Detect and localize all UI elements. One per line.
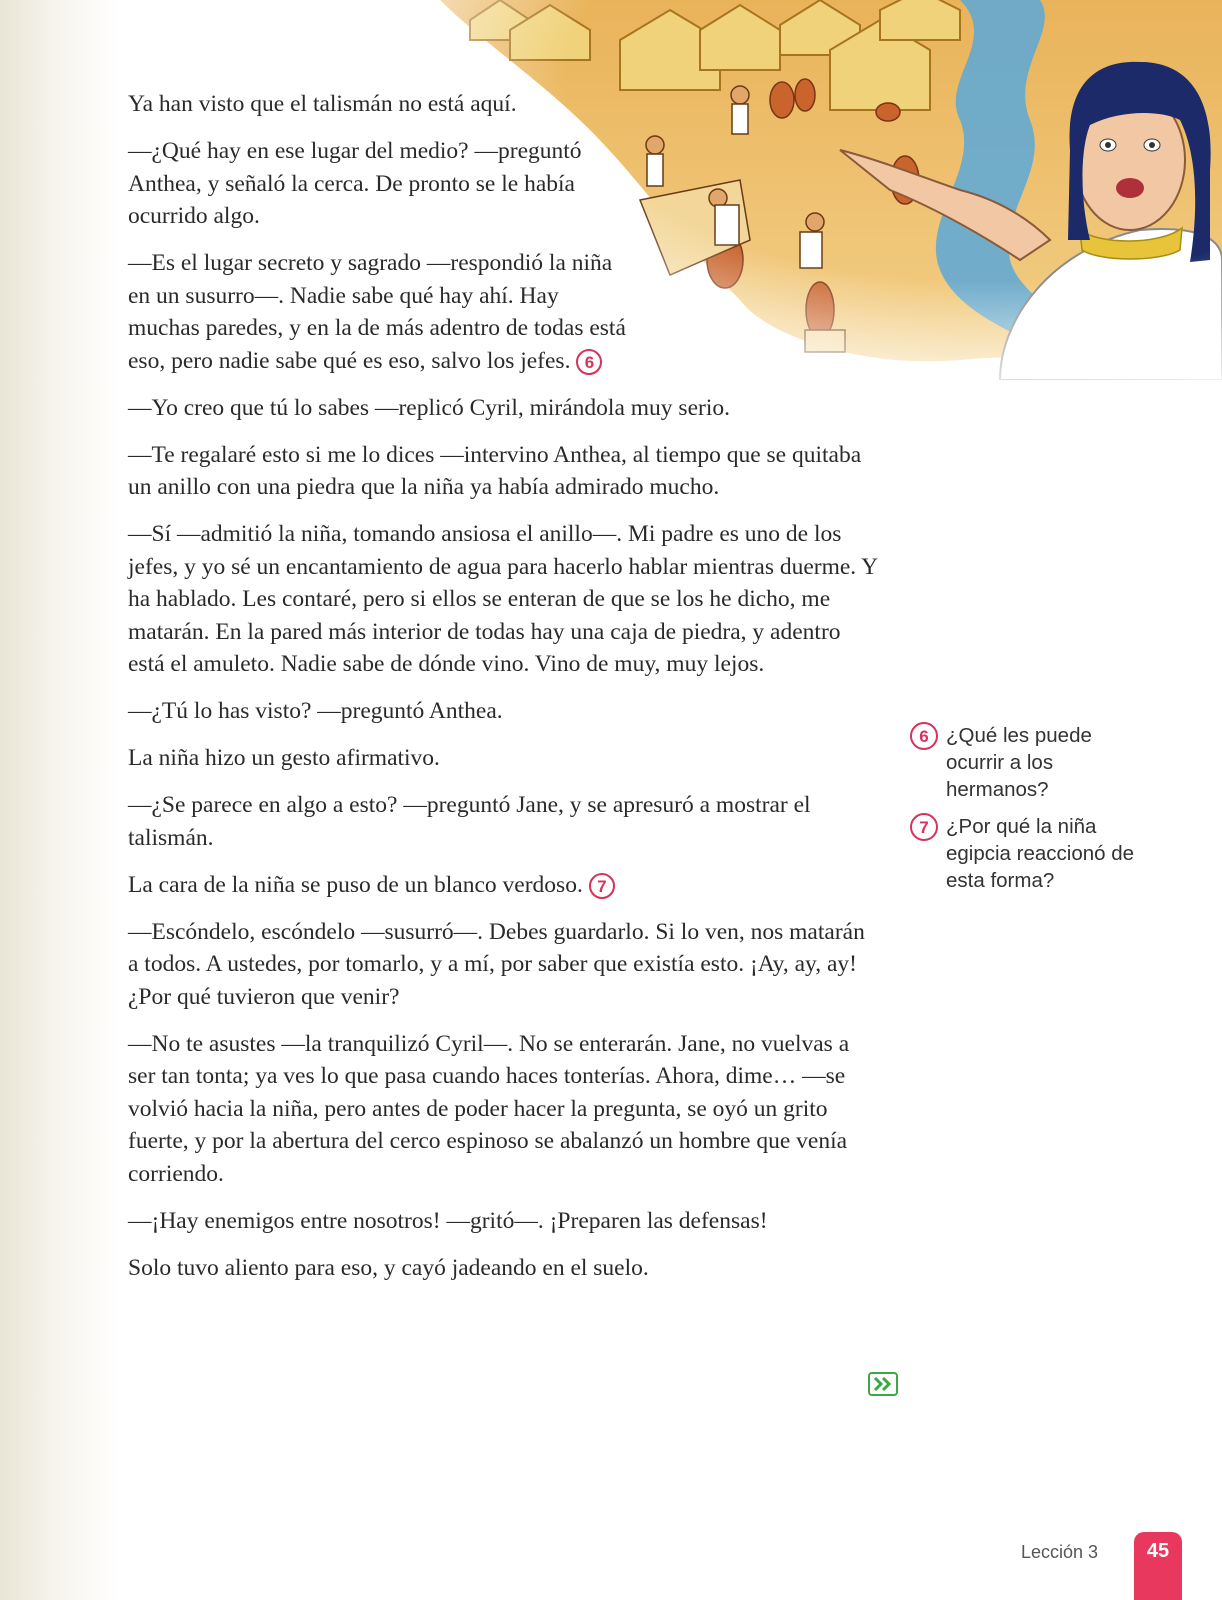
paragraph: —¿Se parece en algo a esto? —preguntó Jane, y se apresuró a mostrar el talismán. xyxy=(128,792,811,851)
paragraph-text: —Es el lugar secreto y sagrado —respondió la niña en un susurro—. Nadie sabe qué hay ahí. Hay muchas paredes, y en la de más adentro de todas está eso, pero nadie sabe qué es eso, salvo los jefes. xyxy=(128,250,626,374)
question-marker-6: 6 xyxy=(576,349,602,375)
paragraph: Ya han visto que el talismán no está aquí. xyxy=(128,91,517,117)
continue-arrow-glyph xyxy=(873,1377,893,1391)
paragraph: La niña hizo un gesto afirmativo. xyxy=(128,745,440,771)
paragraph: —¡Hay enemigos entre nosotros! —gritó—. ¡Preparen las defensas! xyxy=(128,1207,768,1234)
page-edge-shade xyxy=(0,0,120,1600)
margin-question xyxy=(910,722,1140,803)
paragraph: —¿Tú lo has visto? —preguntó Anthea. xyxy=(128,698,503,724)
paragraph-text: La cara de la niña se puso de un blanco verdoso. xyxy=(128,871,583,898)
note-number-badge: 6 xyxy=(910,722,938,750)
paragraph: —Escóndelo, escóndelo —susurró—. Debes guardarlo. Si lo ven, nos matarán a todos. A ustedes, por tomarlo, y a mí, por saber que existía esto. ¡Ay, ay, ay! ¿Por qué tuvieron que venir? xyxy=(128,918,865,1010)
note-text: ¿Qué les puede ocurrir a los hermanos? xyxy=(946,724,1092,801)
story-text xyxy=(128,88,878,1299)
paragraph: —Yo creo que tú lo sabes —replicó Cyril, mirándola muy serio. xyxy=(128,394,730,421)
lesson-label: Lección 3 xyxy=(1020,1542,1098,1562)
margin-questions xyxy=(910,722,1140,904)
margin-question xyxy=(910,813,1140,894)
paragraph: —Te regalaré esto si me lo dices —intervino Anthea, al tiempo que se quitaba un anillo con una piedra que la niña ya había admirado mucho. xyxy=(128,441,862,500)
paragraph xyxy=(128,247,628,377)
double-chevron-right-icon[interactable] xyxy=(868,1372,898,1396)
note-text: ¿Por qué la niña egipcia reaccionó de esta forma? xyxy=(946,815,1135,892)
paragraph: —¿Qué hay en ese lugar del medio? —preguntó Anthea, y señaló la cerca. De pronto se le había ocurrido algo. xyxy=(128,138,582,229)
paragraph: Solo tuvo aliento para eso, y cayó jadeando en el suelo. xyxy=(128,1254,649,1281)
question-marker-7: 7 xyxy=(589,873,615,899)
paragraph xyxy=(128,869,878,902)
paragraph: —Sí —admitió la niña, tomando ansiosa el anillo—. Mi padre es uno de los jefes, y yo sé un encantamiento de agua para hacerlo hablar mientras duerme. Y ha hablado. Les contaré, pero si ellos se enteran de que se los he dicho, me matarán. En la pared más interior de todas hay una caja de piedra, y adentro está el amuleto. Nadie sabe de dónde vino. Vino de muy, muy lejos. xyxy=(128,521,878,677)
note-number-badge: 7 xyxy=(910,813,938,841)
page-number-tab: 45 xyxy=(1134,1532,1182,1600)
paragraph: —No te asustes —la tranquilizó Cyril—. No se enterarán. Jane, no vuelvas a ser tan tonta; ya ves lo que pasa cuando haces tonterías. Ahora, dime… —se volvió hacia la niña, pero antes de poder hacer la pregunta, se oyó un grito fuerte, y por la abertura del cerco espinoso se abalanzó un hombre que venía corriendo. xyxy=(128,1030,850,1187)
